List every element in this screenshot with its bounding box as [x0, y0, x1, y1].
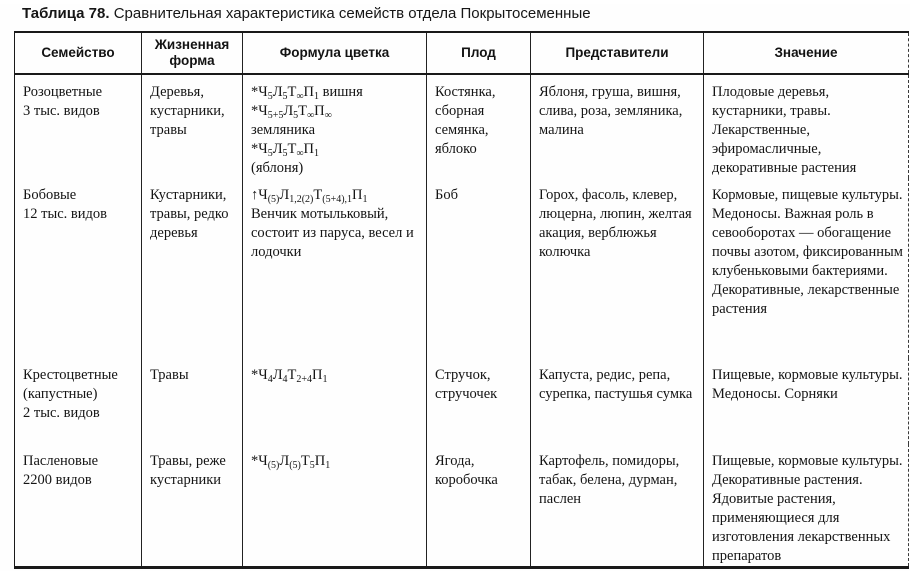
family-name: Розоцветные	[23, 84, 103, 100]
formula-line: (яблоня)	[251, 160, 304, 176]
formula-cell	[243, 74, 427, 178]
column-header-significance: Значение	[704, 32, 909, 74]
family-name: Бобовые	[23, 187, 77, 203]
table-title: Сравнительная характеристика семейств отдела Покрытосеменные	[113, 5, 591, 22]
significance-cell: Плодовые деревья, кустарники, травы. Лекарственные, эфиромасличные, декоративные растения	[704, 74, 909, 178]
family-count: 2 тыс. видов	[23, 405, 100, 421]
family-name: Крестоцветные (капустные)	[23, 367, 118, 402]
significance-cell: Пищевые, кормовые культуры. Декоративные растения. Ядовитые растения, применяющиеся для изготовления лекарственных препаратов	[704, 444, 909, 568]
significance-cell: Пищевые, кормовые культуры. Медоносы. Сорняки	[704, 358, 909, 444]
fruit-cell: Стручок, стручочек	[427, 358, 531, 444]
formula-line: Венчик мотыльковый, состоит из паруса, весел и лодочки	[251, 206, 414, 260]
representatives-cell: Яблоня, груша, вишня, слива, роза, земляника, малина	[531, 74, 704, 178]
life-form-cell: Кустарники, травы, редко деревья	[142, 178, 243, 358]
table-number: Таблица 78.	[22, 5, 110, 22]
family-count: 3 тыс. видов	[23, 103, 100, 119]
life-form-cell: Травы	[142, 358, 243, 444]
formula-line: $↑Ч_{(5)}Л_{1,2(2)}Т_{(5+4),1}П_1$	[251, 187, 368, 205]
family-cell	[15, 74, 142, 178]
formula-line: $*Ч_{5+5}Л_5Т_\infty П_\infty$	[251, 103, 332, 121]
table-row-brassicaceae	[15, 358, 909, 444]
family-cell	[15, 178, 142, 358]
family-cell	[15, 444, 142, 568]
significance-cell: Кормовые, пищевые культуры. Медоносы. Важная роль в севооборотах — обогащение почвы азотом, фиксированным клубеньковыми бактериями. Декоративные, лекарственные растения	[704, 178, 909, 358]
formula-line: $*Ч_5Л_5Т_\infty П_1$	[251, 141, 320, 159]
representatives-cell: Горох, фасоль, клевер, люцерна, люпин, желтая акация, верблюжья колючка	[531, 178, 704, 358]
fruit-cell: Костянка, сборная семянка, яблоко	[427, 74, 531, 178]
formula-line: $*Ч_4Л_4Т_{2+4}П_1$	[251, 367, 328, 385]
table-row-solanaceae	[15, 444, 909, 568]
formula-cell	[243, 178, 427, 358]
formula-line: $*Ч_{(5)}Л_{(5)}Т_5П_1$	[251, 453, 331, 471]
column-header-formula: Формула цветка	[243, 32, 427, 74]
comparison-table	[14, 31, 909, 569]
header-row	[15, 32, 909, 74]
table-caption	[22, 4, 910, 24]
family-count: 2200 видов	[23, 472, 92, 488]
life-form-cell: Деревья, кустарники, травы	[142, 74, 243, 178]
formula-cell	[243, 444, 427, 568]
column-header-representatives: Представители	[531, 32, 704, 74]
scanned-page	[0, 4, 910, 571]
family-name: Пасленовые	[23, 453, 99, 469]
column-header-family: Семейство	[15, 32, 142, 74]
table-row-rosaceae	[15, 74, 909, 178]
fruit-cell: Ягода, коробочка	[427, 444, 531, 568]
representatives-cell: Картофель, помидоры, табак, белена, дурман, паслен	[531, 444, 704, 568]
representatives-cell: Капуста, редис, репа, сурепка, пастушья сумка	[531, 358, 704, 444]
life-form-cell: Травы, реже кустарники	[142, 444, 243, 568]
formula-line: $*Ч_5Л_5Т_\infty П_1$ вишня	[251, 84, 363, 102]
formula-cell	[243, 358, 427, 444]
fruit-cell: Боб	[427, 178, 531, 358]
family-count: 12 тыс. видов	[23, 206, 107, 222]
column-header-life-form: Жизненная форма	[142, 32, 243, 74]
table-row-fabaceae	[15, 178, 909, 358]
formula-line: земляника	[251, 122, 316, 138]
column-header-fruit: Плод	[427, 32, 531, 74]
family-cell	[15, 358, 142, 444]
